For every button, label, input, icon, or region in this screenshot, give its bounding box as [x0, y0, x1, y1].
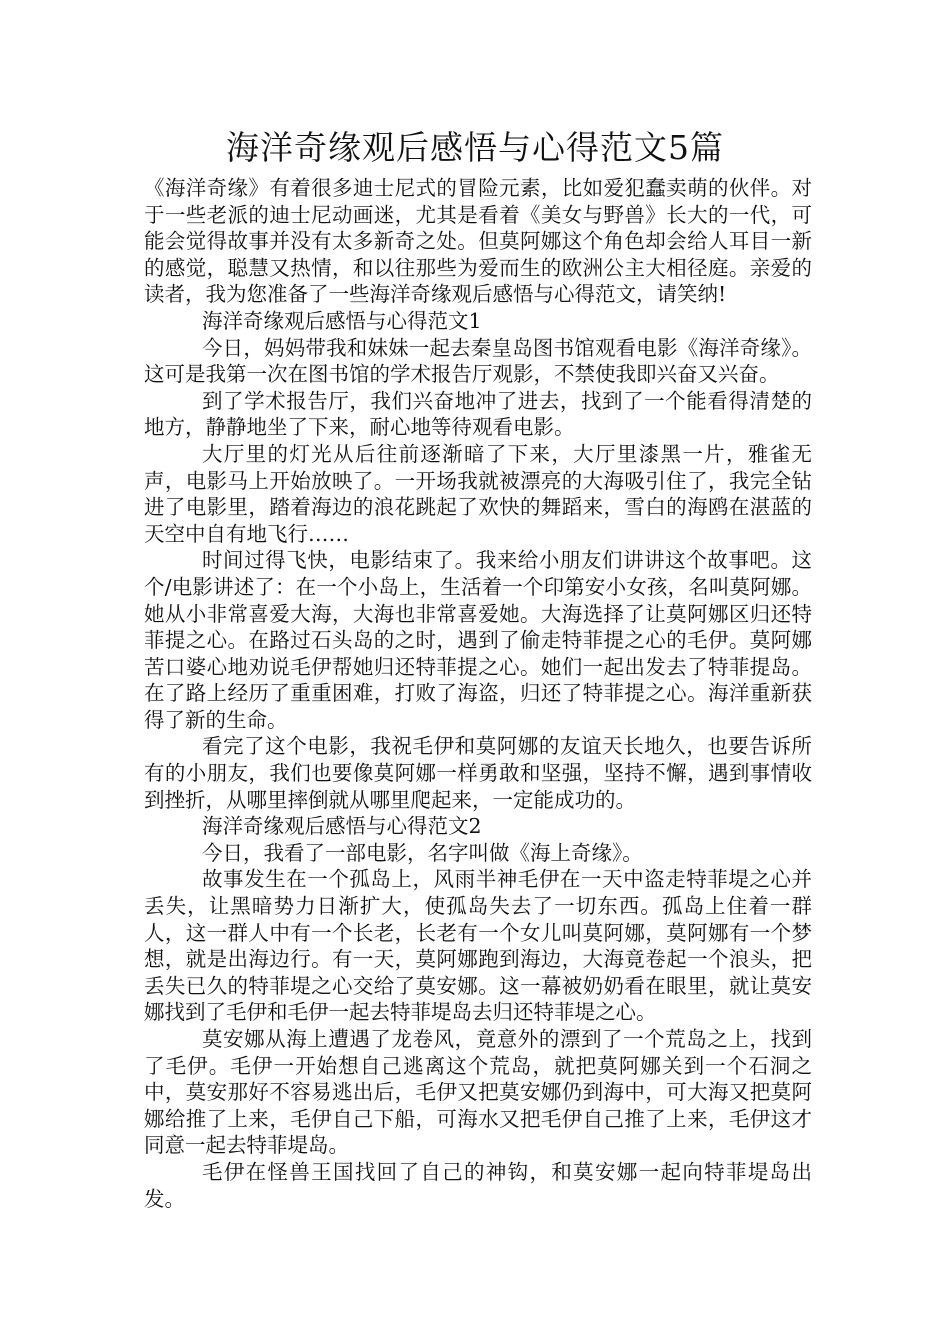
- body-paragraph: 莫安娜从海上遭遇了龙卷风，竟意外的漂到了一个荒岛之上，找到了毛伊。毛伊一开始想自己逃离这个荒岛，就把莫阿娜关到一个石洞之中，莫安那好不容易逃出后，毛伊又把莫安娜仍到海中，可大海又把莫阿娜给推了上来，毛伊自己下船，可海水又把毛伊自己推了上来，毛伊这才同意一起去特菲堤岛。: [144, 1027, 812, 1158]
- section-heading: 海洋奇缘观后感悟与心得范文1: [202, 308, 482, 333]
- body-paragraph: 毛伊在怪兽王国找回了自己的神钩，和莫安娜一起向特菲堤岛出发。: [144, 1159, 812, 1211]
- document-title: 海洋奇缘观后感悟与心得范文5篇: [226, 128, 724, 167]
- intro-paragraph: 《海洋奇缘》有着很多迪士尼式的冒险元素，比如爱犯蠢卖萌的伙伴。对于一些老派的迪士尼动画迷，尤其是看着《美女与野兽》长大的一代，可能会觉得故事并没有太多新奇之处。但莫阿娜这个角色却会给人耳目一新的感觉，聪慧又热情，和以往那些为爱而生的欧洲公主大相径庭。亲爱的读者，我为您准备了一些海洋奇缘观后感悟与心得范文，请笑纳!: [144, 176, 812, 307]
- body-paragraph: 时间过得飞快，电影结束了。我来给小朋友们讲讲这个故事吧。这个/电影讲述了：在一个小岛上，生活着一个印第安小女孩，名叫莫阿娜。她从小非常喜爱大海，大海也非常喜爱她。大海选择了让莫阿娜区归还特菲提之心。在路过石头岛的之时，遇到了偷走特菲提之心的毛伊。莫阿娜苦口婆心地劝说毛伊帮她归还特菲提之心。她们一起出发去了特菲提岛。在了路上经历了重重困难，打败了海盗，归还了特菲提之心。海洋重新获得了新的生命。: [144, 548, 812, 732]
- body-paragraph: 今日，妈妈带我和妹妹一起去秦皇岛图书馆观看电影《海洋奇缘》。这可是我第一次在图书馆的学术报告厅观影，不禁使我即兴奋又兴奋。: [144, 335, 812, 387]
- body-paragraph: 看完了这个电影，我祝毛伊和莫阿娜的友谊天长地久，也要告诉所有的小朋友，我们也要像莫阿娜一样勇敢和坚强，坚持不懈，遇到事情收到挫折，从哪里摔倒就从哪里爬起来，一定能成功的。: [144, 734, 812, 812]
- body-paragraph: 到了学术报告厅，我们兴奋地冲了进去，找到了一个能看得清楚的地方，静静地坐了下来，耐心地等待观看电影。: [144, 388, 812, 440]
- body-paragraph: 今日，我看了一部电影，名字叫做《海上奇缘》。: [202, 840, 643, 865]
- body-paragraph: 大厅里的灯光从后往前逐渐暗了下来，大厅里漆黑一片，雅雀无声，电影马上开始放映了。一开场我就被漂亮的大海吸引住了，我完全钻进了电影里，踏着海边的浪花跳起了欢快的舞蹈来，雪白的海鸥在湛蓝的天空中自有地飞行……: [144, 441, 812, 546]
- section-heading: 海洋奇缘观后感悟与心得范文2: [202, 814, 482, 839]
- body-paragraph: 故事发生在一个孤岛上，风雨半神毛伊在一天中盗走特菲堤之心并丢失，让黑暗势力日渐扩大，使孤岛失去了一切东西。孤岛上住着一群人，这一群人中有一个长老，长老有一个女儿叫莫阿娜，莫阿娜有一个梦想，就是出海边行。有一天，莫阿娜跑到海边，大海竟卷起一个浪头，把丢失已久的特菲堤之心交给了莫安娜。这一幕被奶奶看在眼里，就让莫安娜找到了毛伊和毛伊一起去特菲堤岛去归还特菲堤之心。: [144, 867, 812, 1025]
- document-body: [144, 175, 812, 1212]
